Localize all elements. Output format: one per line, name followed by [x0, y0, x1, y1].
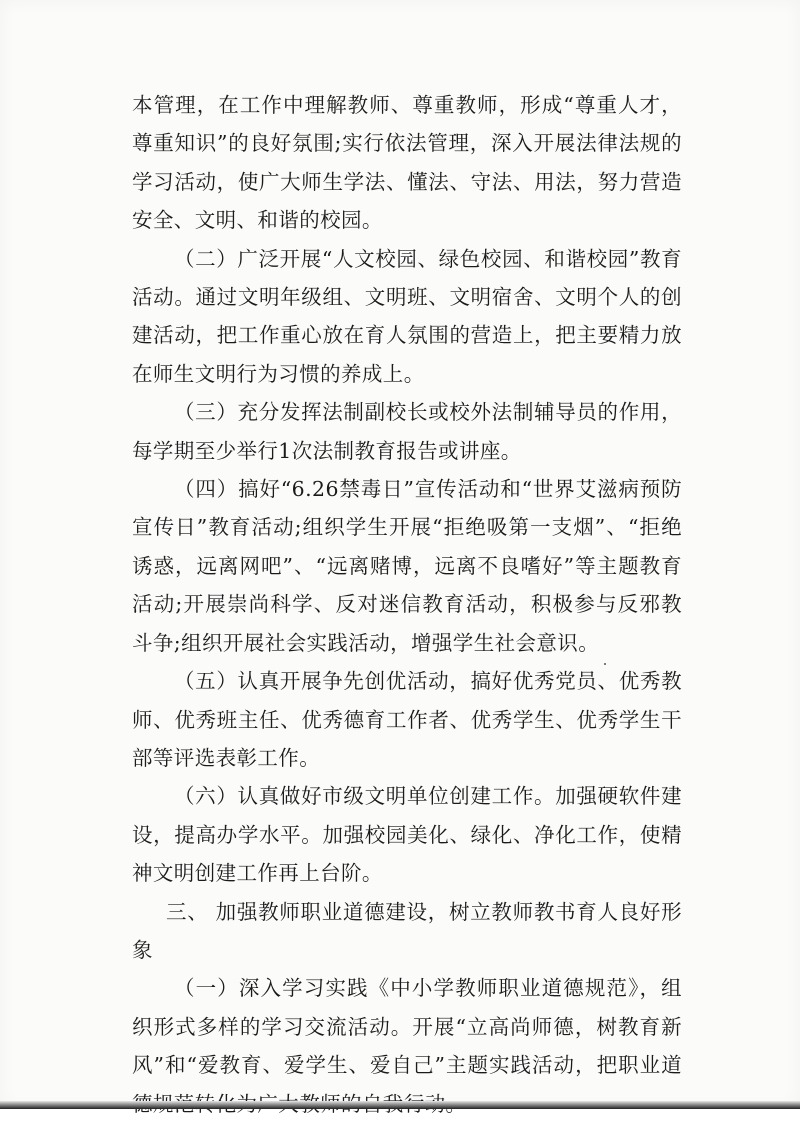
scan-speck — [604, 663, 606, 665]
paragraph-campus-education-activities: （二）广泛开展“人文校园、绿色校园、和谐校园”教育活动。通过文明年级组、文明班、文明宿舍、文明个人的创建活动，把工作重心放在育人氛围的营造上，把主要精力放在师生文明行为习惯的养成上。 — [132, 246, 682, 386]
paragraph-excellence-awards: （五）认真开展争先创优活动，搞好优秀党员、优秀教师、优秀班主任、优秀德育工作者、优秀学生、优秀学生干部等评选表彰工作。 — [132, 669, 682, 770]
document-body — [132, 86, 682, 1123]
paragraph-legal-vice-principal: （三）充分发挥法制副校长或校外法制辅导员的作用，每学期至少举行1次法制教育报告或讲座。 — [132, 400, 682, 463]
scan-bottom-edge — [0, 1101, 800, 1109]
paragraph-teacher-code-practice: （一）深入学习实践《中小学教师职业道德规范》，组织形式多样的学习交流活动。开展“立高尚师德，树教育新风”和“爱教育、爱学生、爱自己”主题实践活动，把职业道 — [132, 976, 682, 1078]
paragraph-continued-management: 本管理，在工作中理解教师、尊重教师，形成“尊重人才，尊重知识”的良好氛围;实行依法管理，深入开展法律法规的学习活动，使广大师生学法、懂法、守法、用法，努力营造安全、文明、和谐的校园。 — [132, 93, 682, 233]
section-heading-teacher-ethics: 三、 加强教师职业道德建设，树立教师教书育人良好形象 — [132, 899, 682, 962]
paragraph-civilized-unit: （六）认真做好市级文明单位创建工作。加强硬软件建设，提高办学水平。加强校园美化、绿化、净化工作，使精神文明创建工作再上台阶。 — [132, 784, 682, 886]
paragraph-drug-aids-campaigns: （四）搞好“6.26禁毒日”宣传活动和“世界艾滋病预防宣传日”教育活动;组织学生开展“拒绝吸第一支烟”、“拒绝诱惑，远离网吧”、“远离赌博，远离不良嗜好”等主题教育活动;开展崇尚科学、反对迷信教育活动，积极参与反邪教斗争;组织开展社会实践活动，增强学生社会意识。 — [132, 477, 682, 655]
